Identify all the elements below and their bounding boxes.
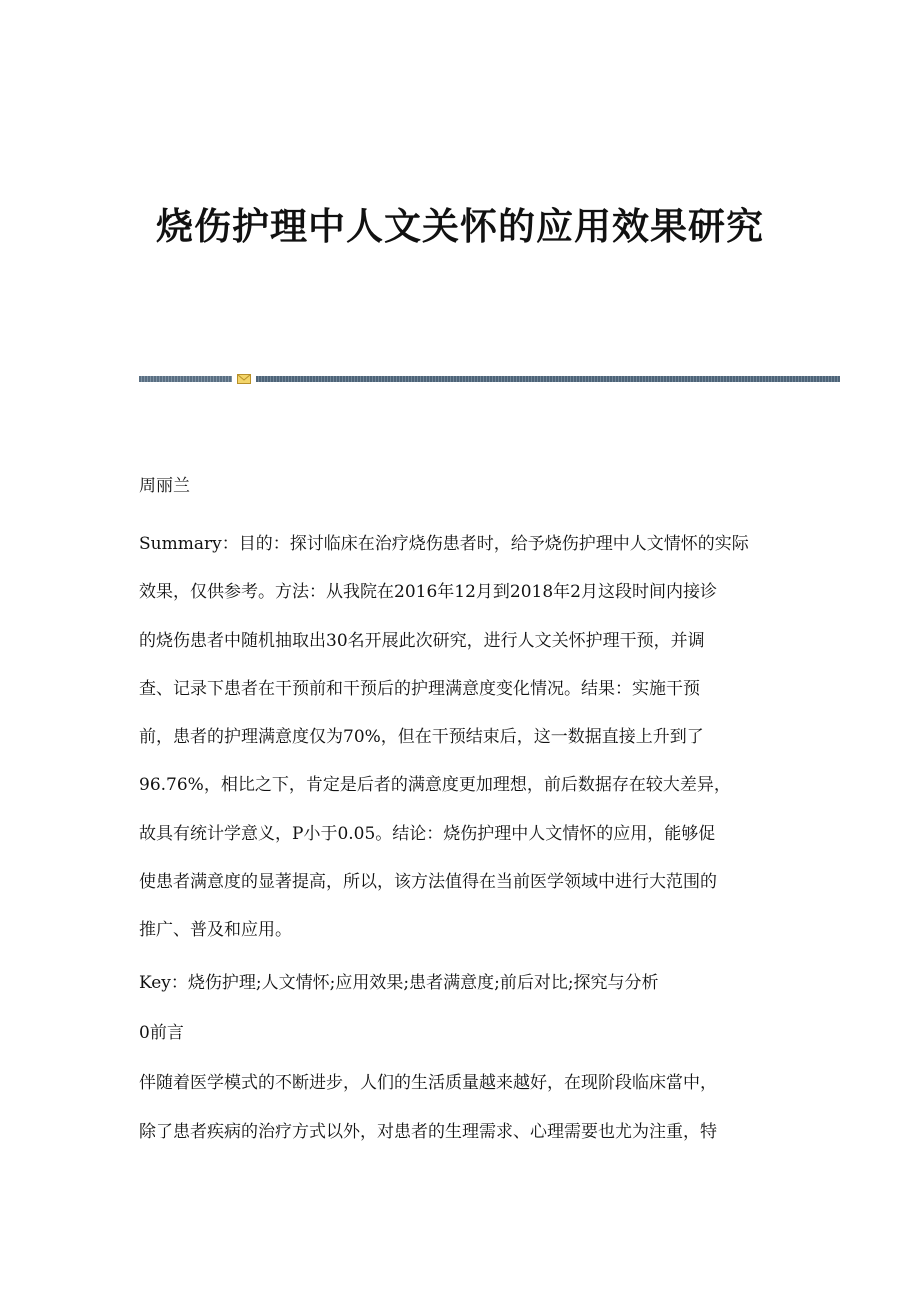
divider-bar-right <box>256 376 840 382</box>
author-name: 周丽兰 <box>139 476 190 496</box>
summary-line: 故具有统计学意义，P小于0.05。结论：烧伤护理中人文情怀的应用，能够促 <box>139 823 716 844</box>
summary-line: 前，患者的护理满意度仅为70%，但在干预结束后，这一数据直接上升到了 <box>139 727 704 748</box>
section-heading: 0前言 <box>139 1022 184 1043</box>
intro-line: 伴随着医学模式的不断进步，人们的生活质量越来越好，在现阶段临床當中， <box>139 1073 717 1094</box>
summary-line: 查、记录下患者在干预前和干预后的护理满意度变化情况。结果：实施干预 <box>139 678 700 699</box>
envelope-ornament-icon <box>237 374 251 384</box>
document-body <box>139 464 779 1156</box>
intro-line: 除了患者疾病的治疗方式以外，对患者的生理需求、心理需要也尤为注重，特 <box>139 1121 717 1142</box>
summary-line: 效果，仅供参考。方法：从我院在2016年12月到2018年2月这段时间内接诊 <box>139 582 717 603</box>
intro-paragraph <box>139 1059 779 1156</box>
summary-line: 使患者满意度的显著提高，所以，该方法值得在当前医学领域中进行大范围的 <box>139 872 717 893</box>
summary-line: 的烧伤患者中随机抽取出30名开展此次研究，进行人文关怀护理干预，并调 <box>139 630 705 651</box>
summary-line: 推广、普及和应用。 <box>139 920 292 941</box>
document-title: 烧伤护理中人文关怀的应用效果研究 <box>156 204 764 248</box>
summary-line: 96.76%，相比之下，肯定是后者的满意度更加理想，前后数据存在较大差异， <box>139 775 731 796</box>
summary-paragraph <box>139 520 779 955</box>
summary-line: Summary：目的：探讨临床在治疗烧伤患者时，给予烧伤护理中人文情怀的实际 <box>139 534 749 554</box>
divider-bar-left <box>139 376 232 382</box>
keywords-line: Key：烧伤护理;人文情怀;应用效果;患者满意度;前后对比;探究与分析 <box>139 972 659 993</box>
title-divider <box>139 374 840 384</box>
